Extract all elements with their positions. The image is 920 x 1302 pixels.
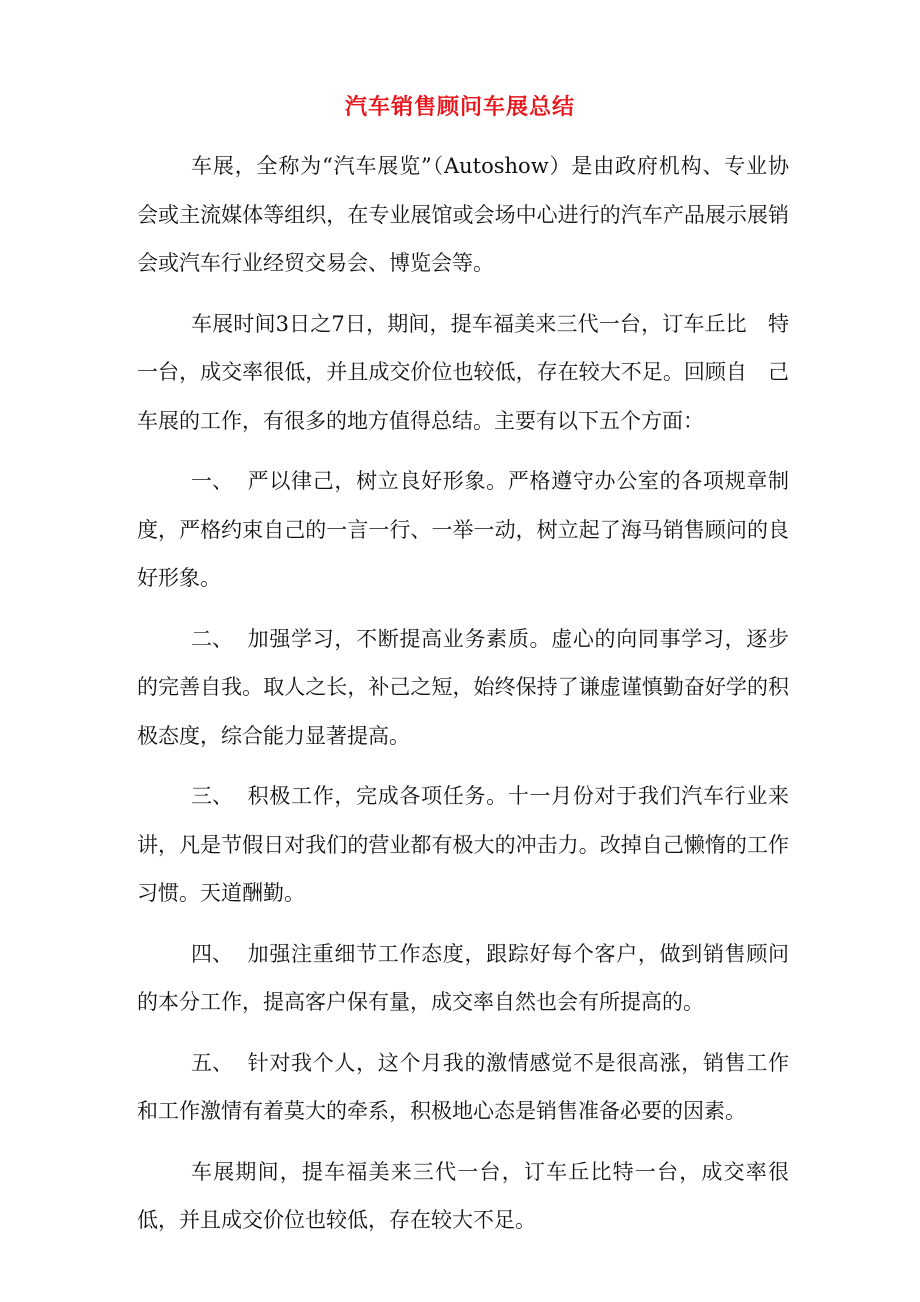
point-number: 一、: [191, 469, 233, 493]
document-body: [137, 142, 789, 1257]
paragraph-intro: [137, 142, 789, 288]
paragraph-point-1: [137, 457, 789, 603]
paragraph-summary: [137, 300, 789, 446]
paragraph-closing: [137, 1148, 789, 1245]
point-number: 二、: [191, 626, 233, 651]
paragraph-point-4: [137, 930, 789, 1027]
point-number: 四、: [191, 941, 233, 966]
paragraph-point-5: [137, 1039, 789, 1136]
paragraph-text: 车展时间3日之7日，期间，提车福美来三代一台，订车丘比 特一台，成交率很低，并且成交价位也较低，存在较大不足。回顾自 己车展的工作，有很多的地方值得总结。主要有以下五个方面：: [137, 311, 789, 433]
point-number: 三、: [191, 784, 233, 808]
paragraph-text: 加强注重细节工作态度，跟踪好每个客户，做到销售顾问的本分工作，提高客户保有量，成交率自然也会有所提高的。: [137, 941, 789, 1014]
paragraph-text: 针对我个人，这个月我的激情感觉不是很高涨，销售工作和工作激情有着莫大的牵系，积极地心态是销售准备必要的因素。: [137, 1050, 789, 1123]
paragraph-point-3: [137, 772, 789, 918]
paragraph-point-2: [137, 615, 789, 761]
paragraph-text: 严以律己，树立良好形象。严格遵守办公室的各项规章制度，严格约束自己的一言一行、一举一动，树立起了海马销售顾问的良好形象。: [137, 469, 789, 590]
paragraph-text: 车展，全称为“汽车展览”（Autoshow）是由政府机构、专业协会或主流媒体等组织，在专业展馆或会场中心进行的汽车产品展示展销会或汽车行业经贸交易会、博览会等。: [137, 154, 789, 275]
paragraph-text: 车展期间，提车福美来三代一台，订车丘比特一台，成交率很低，并且成交价位也较低，存在较大不足。: [137, 1159, 789, 1232]
paragraph-text: 积极工作，完成各项任务。十一月份对于我们汽车行业来讲，凡是节假日对我们的营业都有极大的冲击力。改掉自己懒惰的工作习惯。天道酬勤。: [137, 784, 789, 905]
point-number: 五、: [191, 1050, 233, 1075]
paragraph-text: 加强学习，不断提高业务素质。虚心的向同事学习，逐步的完善自我。取人之长，补己之短，始终保持了谦虚谨慎勤奋好学的积极态度，综合能力显著提高。: [137, 626, 789, 748]
document-title: 汽车销售顾问车展总结: [344, 94, 575, 120]
